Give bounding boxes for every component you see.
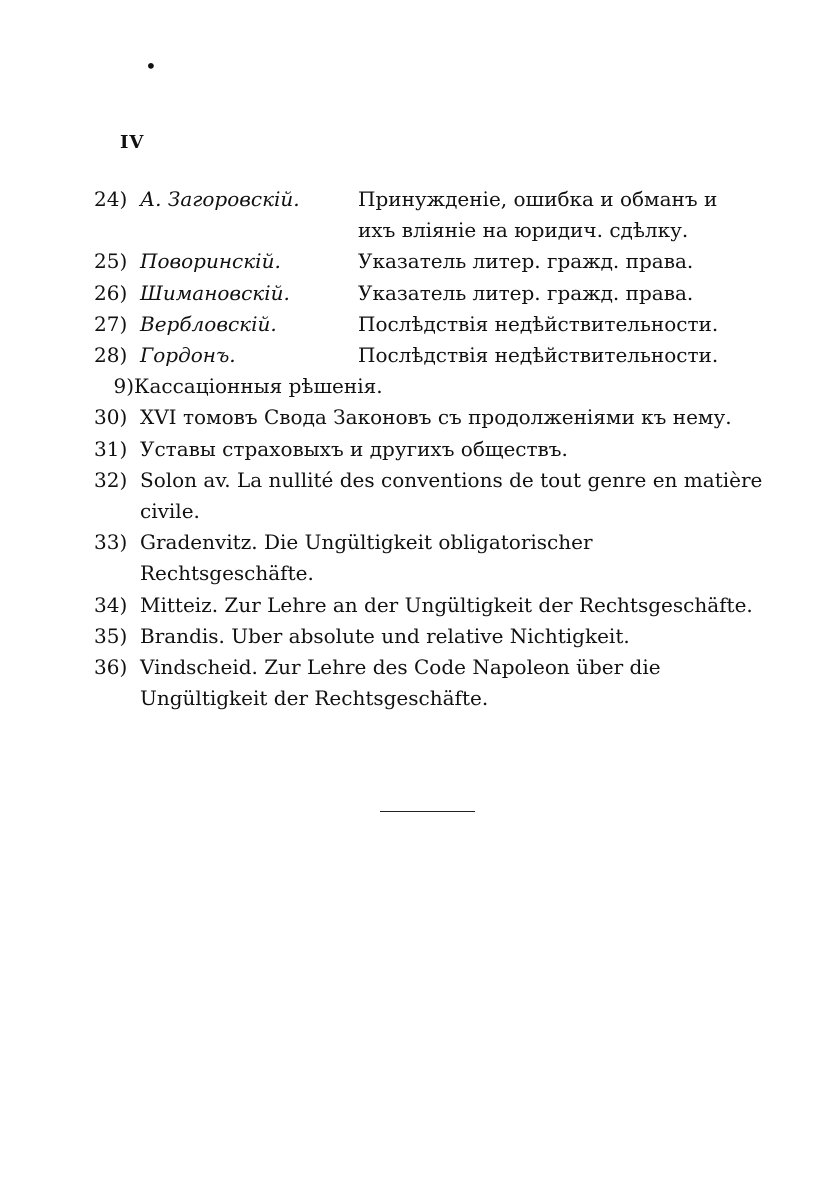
list-item bbox=[94, 652, 774, 714]
ink-speck: • bbox=[145, 54, 157, 78]
entry-text: XVI томовъ Свода Законовъ съ продолженіями къ нему. bbox=[140, 405, 732, 430]
entry-text: Solon av. La nullité des conventions de tout genre en matière civile. bbox=[140, 467, 763, 524]
list-item bbox=[94, 621, 774, 652]
entry-number: 34) bbox=[94, 592, 128, 617]
entry-number: 27) bbox=[94, 311, 128, 336]
entry-text: Mitteiz. Zur Lehre an der Ungültigkeit der Rechtsgeschäfte. bbox=[140, 592, 753, 617]
list-item bbox=[94, 184, 774, 246]
entry-text: Уставы страховыхъ и другихъ обществъ. bbox=[140, 436, 568, 461]
entry-title: Принужденіе, ошибка и обманъ и ихъ вліяніе на юридич. сдѣлку. bbox=[358, 187, 718, 243]
list-item bbox=[94, 278, 774, 309]
entry-author: Шимановскій. bbox=[140, 280, 290, 305]
entry-title: Послѣдствія недѣйствительности. bbox=[358, 311, 719, 336]
list-item bbox=[94, 309, 774, 340]
entry-number: 36) bbox=[94, 655, 128, 680]
entry-title: Послѣдствія недѣйствительности. bbox=[358, 343, 719, 368]
entry-text: Vindscheid. Zur Lehre des Code Napoleon über die Ungültigkeit der Rechtsgeschäfte. bbox=[140, 655, 661, 711]
entry-title: Указатель литер. гражд. права. bbox=[358, 280, 694, 305]
entry-number: 9) bbox=[113, 374, 134, 399]
list-item bbox=[94, 590, 774, 621]
entry-author: Поворинскій. bbox=[140, 249, 281, 274]
entry-number: 28) bbox=[94, 343, 128, 368]
entry-number: 31) bbox=[94, 436, 128, 461]
entry-author: А. Загоровскій. bbox=[140, 187, 300, 211]
entry-number: 30) bbox=[94, 405, 128, 430]
page-number: IV bbox=[120, 132, 145, 153]
entry-text: Brandis. Uber absolute und relative Nichtigkeit. bbox=[140, 623, 630, 648]
entry-text: Кассаціонныя рѣшенія. bbox=[134, 374, 383, 399]
entry-number: 35) bbox=[94, 623, 128, 648]
list-item bbox=[94, 340, 774, 371]
entry-number: 24) bbox=[94, 187, 128, 211]
list-item bbox=[94, 434, 774, 465]
entry-author: Гордонъ. bbox=[140, 343, 236, 368]
list-item bbox=[94, 371, 774, 402]
entry-number: 25) bbox=[94, 249, 128, 274]
entry-number: 33) bbox=[94, 530, 128, 555]
entry-number: 26) bbox=[94, 280, 128, 305]
entry-title: Указатель литер. гражд. права. bbox=[358, 249, 694, 274]
list-item bbox=[94, 246, 774, 277]
entry-number: 32) bbox=[94, 467, 128, 492]
list-item bbox=[94, 465, 774, 527]
list-item bbox=[94, 402, 774, 433]
reference-list bbox=[94, 184, 774, 714]
section-divider bbox=[380, 811, 475, 812]
entry-text: Gradenvitz. Die Ungültigkeit obligatorischer Rechtsgeschäfte. bbox=[140, 530, 593, 586]
entry-author: Вербловскій. bbox=[140, 311, 277, 336]
list-item bbox=[94, 527, 774, 589]
